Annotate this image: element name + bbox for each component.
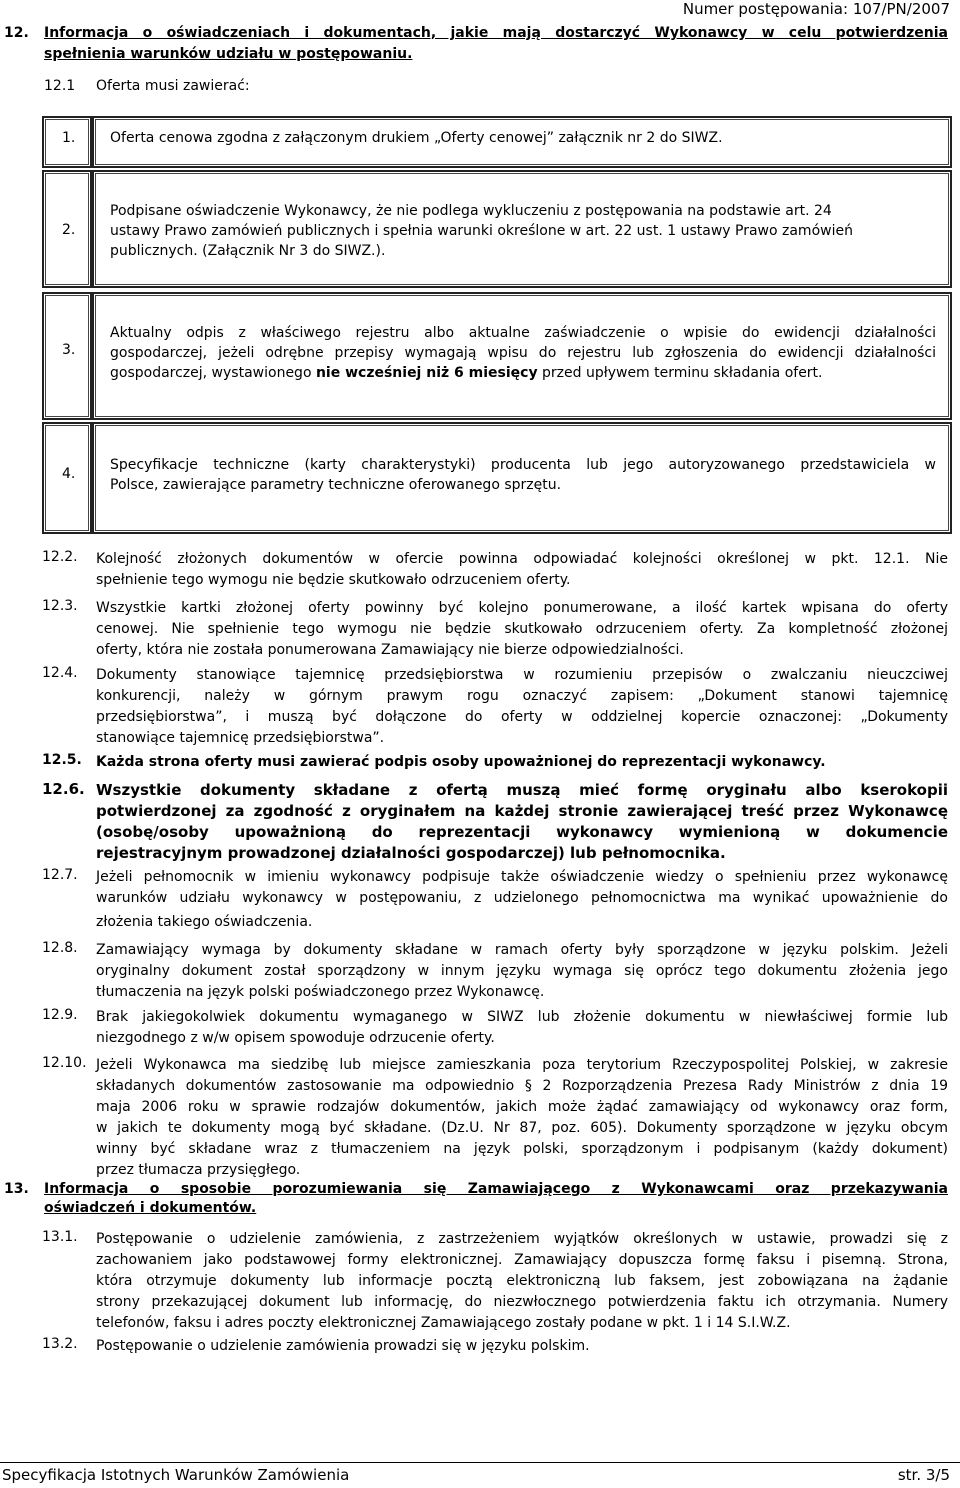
item-12-2 bbox=[96, 549, 948, 591]
item-12-4 bbox=[96, 665, 948, 749]
text-line: która otrzymuje dokumenty lub informacje pocztą elektroniczną lub faksem, jest zobowiązana na żądanie bbox=[96, 1273, 948, 1289]
table-row-number: 4. bbox=[62, 466, 76, 482]
text-line: niezgodnego z w/w opisem spowoduje odrzucenie oferty. bbox=[96, 1030, 495, 1046]
text-line: Każda strona oferty musi zawierać podpis osoby upoważnionej do reprezentacji wykonawcy. bbox=[96, 754, 826, 770]
item-12-10 bbox=[96, 1055, 948, 1181]
text-line: Jeżeli Wykonawca ma siedzibę lub miejsce zamieszkania poza terytorium Rzeczypospolitej Polskiej, w zakresie bbox=[96, 1057, 948, 1073]
item-number: 12.8. bbox=[42, 940, 78, 956]
item-number: 12.9. bbox=[42, 1007, 78, 1023]
text-line: Brak jakiegokolwiek dokumentu wymaganego w SIWZ lub złożenie dokumentu w niewłaściwej formie lub bbox=[96, 1009, 948, 1025]
item-number: 13.2. bbox=[42, 1336, 78, 1352]
footer-title: Specyfikacja Istotnych Warunków Zamówienia bbox=[2, 1466, 350, 1484]
item-12-6 bbox=[96, 780, 948, 864]
item-number: 12.10. bbox=[42, 1055, 87, 1071]
section-13-number: 13. bbox=[4, 1181, 29, 1197]
item-number: 12.6. bbox=[42, 780, 85, 798]
text-line: zachowaniem jako podstawowej formy elektronicznej. Zamawiający dopuszcza formę faksu i pisemną. Strona, bbox=[96, 1252, 948, 1268]
text-line: w jakich te dokumenty mogą być składane. (Dz.U. Nr 87, poz. 605). Dokumenty sporządzone w języku obcym bbox=[96, 1120, 948, 1136]
case-number: Numer postępowania: 107/PN/2007 bbox=[682, 0, 950, 18]
text-line: spełnienie tego wymogu nie będzie skutkowało odrzuceniem oferty. bbox=[96, 572, 571, 588]
text-line: cenowej. Nie spełnienie tego wymogu nie będzie skutkowało odrzuceniem oferty. Za kompletność złożonej bbox=[96, 621, 948, 637]
subsection-12-1-text: Oferta musi zawierać: bbox=[96, 78, 250, 94]
text-line: konkurencji, należy w górnym prawym rogu oznaczyć zapisem: „Dokument stanowi tajemnicę bbox=[96, 688, 948, 704]
table-row-number: 1. bbox=[62, 130, 76, 146]
text-line: Jeżeli pełnomocnik w imieniu wykonawcy podpisuje także oświadczenie wiedzy o spełnieniu przez wykonawcę bbox=[96, 869, 948, 885]
item-number: 12.4. bbox=[42, 665, 78, 681]
footer-page-number: str. 3/5 bbox=[897, 1466, 950, 1484]
table-row-text: Oferta cenowa zgodna z załączonym drukiem „Oferty cenowej” załącznik nr 2 do SIWZ. bbox=[110, 130, 723, 146]
text-line: potwierdzonej za zgodność z oryginałem na każdej stronie zawierającej treść przez Wykonawcę bbox=[96, 802, 948, 820]
text-fragment: gospodarczej, wystawionego bbox=[110, 365, 316, 381]
section-12-title-line2: spełnienia warunków udziału w postępowaniu. bbox=[44, 46, 413, 62]
item-12-9 bbox=[96, 1007, 948, 1049]
item-number: 12.5. bbox=[42, 752, 82, 768]
section-12-number: 12. bbox=[4, 25, 29, 41]
table-row-text: gospodarczej, jeżeli odrębne przepisy wymagają wpisu do rejestru lub zgłoszenia do ewidencji działalności bbox=[110, 345, 936, 361]
footer-divider bbox=[0, 1462, 960, 1463]
text-line: warunków udziału wykonawcy w postępowaniu, z udzielonego pełnomocnictwa ma wynikać upoważnienie do bbox=[96, 890, 948, 906]
section-12-title-line1: Informacja o oświadczeniach i dokumentach, jakie mają dostarczyć Wykonawcy w celu potwierdzenia bbox=[44, 25, 948, 41]
text-line: Postępowanie o udzielenie zamówienia prowadzi się w języku polskim. bbox=[96, 1338, 590, 1354]
text-line: Zamawiający wymaga by dokumenty składane w ramach oferty były sporządzone w języku polskim. Jeżeli bbox=[96, 942, 948, 958]
text-line: telefonów, faksu i adres poczty elektronicznej Zamawiającego zostały podane w pkt. 1 i 14 S.I.W.Z. bbox=[96, 1315, 791, 1331]
text-line: Wszystkie kartki złożonej oferty powinny być kolejno ponumerowane, a ilość kartek wpisana do oferty bbox=[96, 600, 948, 616]
table-row-text-3 bbox=[110, 365, 823, 381]
text-line: stanowiące tajemnicę przedsiębiorstwa”. bbox=[96, 730, 385, 746]
table-row-number: 2. bbox=[62, 222, 76, 238]
table-row-text: Aktualny odpis z właściwego rejestru albo aktualne zaświadczenie o wpisie do ewidencji działalności bbox=[110, 325, 936, 341]
text-line: Kolejność złożonych dokumentów w ofercie powinna odpowiadać kolejności określonej w pkt. 12.1. Nie bbox=[96, 551, 948, 567]
text-line: oryginalny dokument został sporządzony w innym języku wymaga się oprócz tego dokumentu złożenia jego bbox=[96, 963, 948, 979]
subsection-12-1-number: 12.1 bbox=[44, 78, 76, 94]
item-13-1 bbox=[96, 1229, 948, 1334]
text-line: rejestracyjnym prowadzonej działalności gospodarczej) lub pełnomocnika. bbox=[96, 844, 726, 862]
item-13-2 bbox=[96, 1336, 948, 1357]
text-line: Postępowanie o udzielenie zamówienia, z zastrzeżeniem wyjątków określonych w ustawie, prowadzi się z bbox=[96, 1231, 948, 1247]
text-line: strony przekazującej dokument lub informację, do niezwłocznego potwierdzenia faktu ich otrzymania. Numery bbox=[96, 1294, 948, 1310]
item-number: 12.7. bbox=[42, 867, 78, 883]
text-fragment: przed upływem terminu składania ofert. bbox=[537, 365, 823, 381]
item-number: 13.1. bbox=[42, 1229, 78, 1245]
text-line: Dokumenty stanowiące tajemnicę przedsiębiorstwa w rozumieniu przepisów o zwalczaniu nieuczciwej bbox=[96, 667, 948, 683]
text-line: winny być składane wraz z tłumaczeniem na język polski, sporządzonym i podpisanym (każdy dokument) bbox=[96, 1141, 948, 1157]
section-13-title-line1: Informacja o sposobie porozumiewania się Zamawiającego z Wykonawcami oraz przekazywania bbox=[44, 1181, 948, 1197]
item-12-8 bbox=[96, 940, 948, 1003]
text-fragment-bold: nie wcześniej niż 6 miesięcy bbox=[315, 365, 538, 381]
text-line: (osobę/osoby upoważnioną do reprezentacji wykonawcy wymienioną w dokumencie bbox=[96, 823, 948, 841]
table-row-text: Specyfikacje techniczne (karty charakterystyki) producenta lub jego autoryzowanego przedstawiciela w bbox=[110, 457, 936, 473]
text-line: maja 2006 roku w sprawie rodzajów dokumentów, jakich może żądać zamawiający od wykonawcy oraz form, bbox=[96, 1099, 948, 1115]
text-line: tłumaczenia na język polski poświadczonego przez Wykonawcę. bbox=[96, 984, 545, 1000]
item-number: 12.3. bbox=[42, 598, 78, 614]
table-row-text: Polsce, zawierające parametry techniczne oferowanego sprzętu. bbox=[110, 477, 562, 493]
table-row-text: ustawy Prawo zamówień publicznych i spełnia warunki określone w art. 22 ust. 1 ustawy Prawo zamówień bbox=[110, 223, 853, 239]
text-line: przedsiębiorstwa”, i muszą być dołączone do oferty w oddzielnej kopercie oznaczonej: „Dokumenty bbox=[96, 709, 948, 725]
item-number: 12.2. bbox=[42, 549, 78, 565]
text-line: Wszystkie dokumenty składane z ofertą muszą mieć formę oryginału albo kserokopii bbox=[96, 781, 948, 799]
item-12-7 bbox=[96, 867, 948, 933]
text-line: złożenia takiego oświadczenia. bbox=[96, 914, 313, 930]
text-line: składanych dokumentów zastosowanie ma odpowiednio § 2 Rozporządzenia Prezesa Rady Ministrów z dnia 19 bbox=[96, 1078, 948, 1094]
text-line: przez tłumacza przysięgłego. bbox=[96, 1162, 301, 1178]
table-row-number: 3. bbox=[62, 342, 76, 358]
item-12-3 bbox=[96, 598, 948, 661]
text-line: oferty, która nie została ponumerowana Zamawiający nie bierze odpowiedzialności. bbox=[96, 642, 684, 658]
item-12-5 bbox=[96, 752, 948, 773]
table-row-text: publicznych. (Załącznik Nr 3 do SIWZ.). bbox=[110, 243, 386, 259]
section-13-title-line2: oświadczeń i dokumentów. bbox=[44, 1200, 257, 1216]
table-row-text: Podpisane oświadczenie Wykonawcy, że nie podlega wykluczeniu z postępowania na podstawie art. 24 bbox=[110, 203, 832, 219]
